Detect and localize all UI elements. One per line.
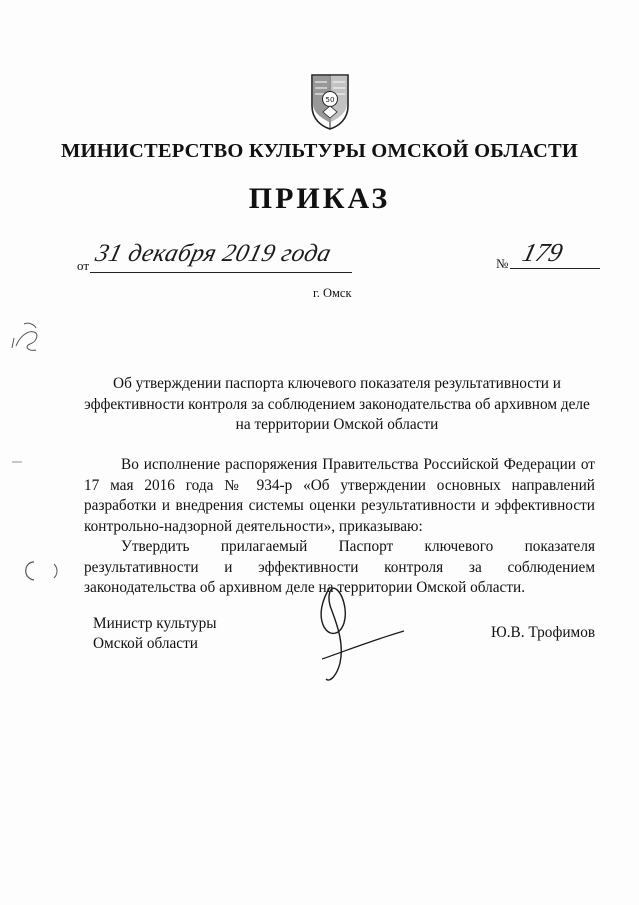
number-underline xyxy=(510,268,600,269)
signatory-title xyxy=(93,614,217,654)
omsk-coat-of-arms-icon xyxy=(309,72,351,130)
signatory-name: Ю.В. Трофимов xyxy=(491,624,596,641)
date-underline xyxy=(90,272,352,273)
handwritten-number: 179 xyxy=(519,238,566,267)
number-prefix: № xyxy=(496,256,509,271)
margin-hole-punch-mark xyxy=(18,558,62,584)
margin-tick-mark xyxy=(12,460,22,464)
order-subject: Об утверждении паспорта ключевого показателя результативности и эффективности контроля за соблюдением законодательства об архивном деле на территории Омской области xyxy=(84,375,590,433)
signatory-title-line-2: Омской области xyxy=(93,635,198,652)
emblem-badge-text: 50 xyxy=(325,96,335,104)
handwritten-date: 31 декабря 2019 года xyxy=(92,240,335,267)
city-label: г. Омск xyxy=(313,286,352,300)
document-type-title: ПРИКАЗ xyxy=(248,182,391,215)
date-prefix: от xyxy=(77,258,90,273)
ministry-name: МИНИСТЕРСТВО КУЛЬТУРЫ ОМСКОЙ ОБЛАСТИ xyxy=(60,140,579,162)
signatory-title-line-1: Министр культуры xyxy=(93,615,217,632)
margin-handwritten-mark xyxy=(6,316,48,358)
handwritten-signature xyxy=(300,575,410,690)
body-paragraph-resolution: Утвердить прилагаемый Паспорт ключевого показателя результативности и эффективности контроля за соблюдением законодательства об архивном деле на территории Омской области. xyxy=(84,538,595,596)
body-paragraph-preamble: Во исполнение распоряжения Правительства Российской Федерации от 17 мая 2016 года № 934-р «Об утверждении основных направлений разработки и внедрения системы оценки результативности и эффективности контрольно-надзорной деятельности», приказываю: xyxy=(84,456,595,535)
